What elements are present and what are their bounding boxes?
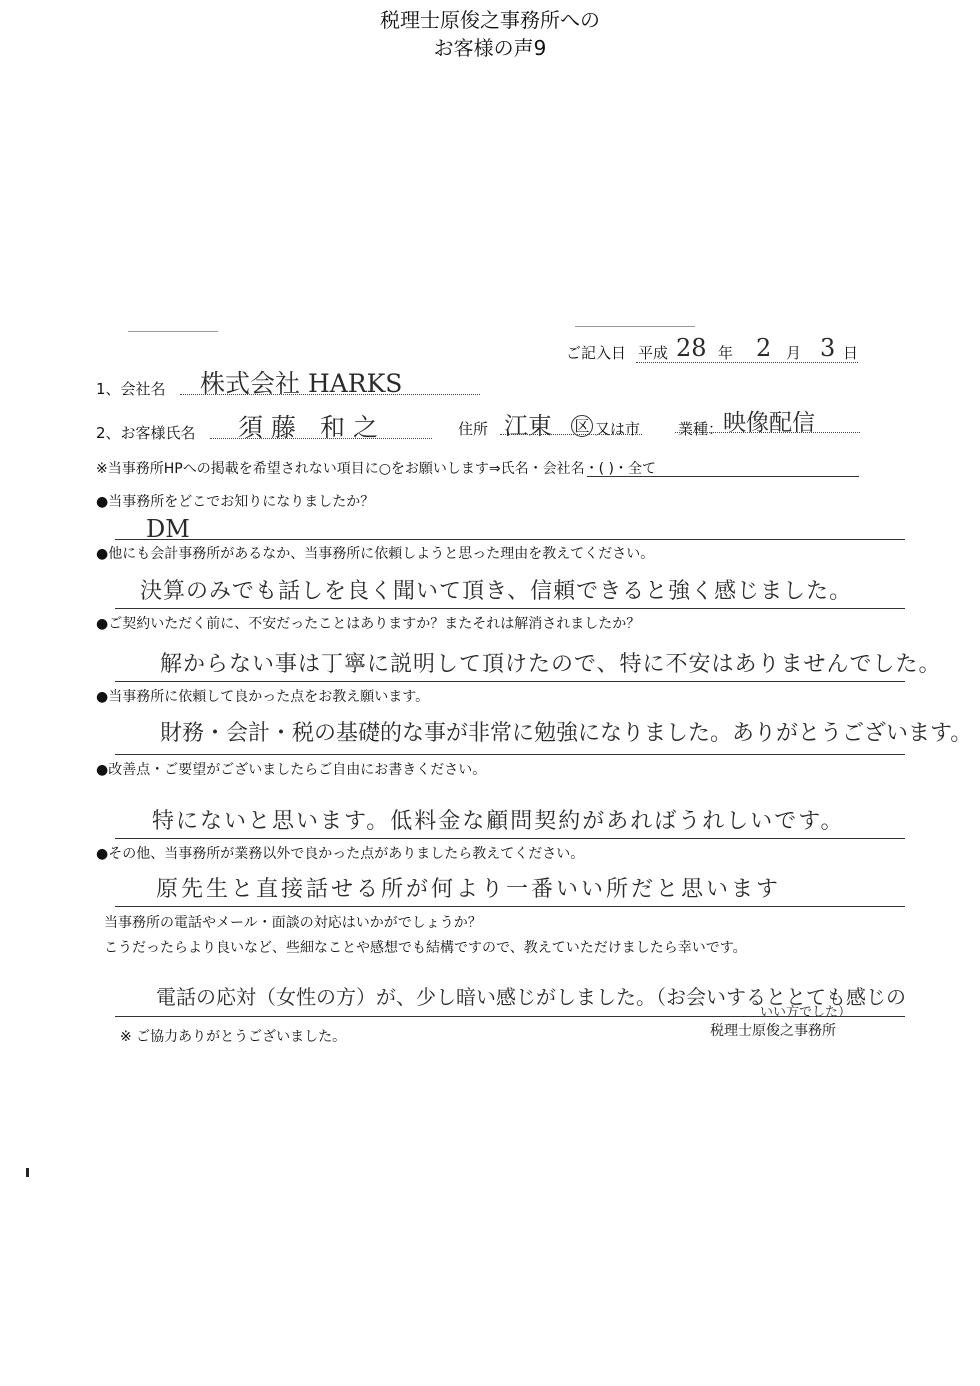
- customer-label: 2、お客様氏名: [96, 424, 196, 442]
- date-day-unit: 日: [843, 344, 859, 362]
- company-underline: [180, 394, 480, 395]
- final-answer-line: [115, 1016, 905, 1017]
- date-year-unit: 年: [718, 344, 734, 362]
- date-month: 2: [756, 334, 772, 362]
- answer-2: 決算のみでも話しを良く聞いて頂き、信頼できると強く感じました。: [140, 579, 853, 604]
- address-label: 住所: [458, 420, 489, 438]
- ward-circled: 区: [571, 415, 593, 437]
- answer-3-line: [115, 681, 905, 682]
- date-era: 平成: [638, 344, 669, 362]
- customer-underline: [210, 438, 432, 439]
- date-label: ご記入日: [566, 344, 627, 362]
- question-1: ●当事務所をどこでお知りになりましたか？: [96, 494, 375, 510]
- notice-underline: [587, 476, 859, 477]
- thanks-note: ※ ご協力ありがとうございました。: [120, 1029, 347, 1045]
- date-year: 28: [676, 334, 707, 362]
- final-question-line1: 当事務所の電話やメール・面談の対応はいかがでしょうか？: [104, 915, 482, 931]
- answer-4: 財務・会計・税の基礎的な事が非常に勉強になりました。ありがとうございます。: [160, 721, 973, 746]
- scan-artifact: [575, 326, 695, 327]
- company-label: 1、会社名: [96, 380, 166, 398]
- industry-underline: [675, 432, 860, 433]
- final-question-line2: こうだったらより良いなど、些細なことや感想でも結構ですので、教えていただけましたら幸いです。: [104, 940, 747, 956]
- answer-5: 特にないと思います。低料金な顧問契約があればうれしいです。: [152, 809, 845, 834]
- answer-6: 原先生と直接話せる所が何より一番いい所だと思います: [156, 877, 782, 902]
- office-name: 税理士原俊之事務所: [710, 1023, 836, 1039]
- date-day: 3: [820, 334, 836, 362]
- company-value: 株式会社 HARKS: [200, 369, 403, 398]
- answer-2-line: [115, 608, 905, 609]
- answer-5-line: [115, 838, 905, 839]
- question-4: ●当事務所に依頼して良かった点をお教え願います。: [96, 689, 430, 705]
- question-5: ●改善点・ご要望がございましたらご自由にお書きください。: [96, 762, 487, 778]
- date-underline: [636, 362, 858, 363]
- industry-value: 映像配信: [723, 410, 815, 436]
- page-title-line2: お客様の声9: [433, 36, 547, 60]
- answer-4-line: [115, 754, 905, 755]
- publication-notice: ※当事務所HPへの掲載を希望されない項目に○をお願いします⇒氏名・会社名・( )・全て: [96, 461, 657, 477]
- date-month-unit: 月: [786, 344, 802, 362]
- final-answer-continued: いい方でした）: [760, 1005, 852, 1020]
- answer-3: 解からない事は丁寧に説明して頂けたので、特に不安はありませんでした。: [160, 652, 942, 677]
- page-title-line1: 税理士原俊之事務所への: [380, 8, 600, 32]
- answer-6-line: [115, 906, 905, 907]
- answer-1-line: [115, 539, 905, 540]
- question-2: ●他にも会計事務所があるなか、当事務所に依頼しようと思った理由を教えてください。: [96, 546, 655, 562]
- final-answer: 電話の応対（女性の方）が、少し暗い感じがしました。（お会いするととても感じの: [156, 985, 906, 1009]
- question-3: ●ご契約いただく前に、不安だったことはありますか？またそれは解消されましたか？: [96, 616, 641, 632]
- answer-1: DM: [146, 515, 190, 543]
- address-underline: [500, 434, 642, 435]
- ward-rest: 又は市: [595, 420, 641, 438]
- scan-artifact: [128, 331, 218, 332]
- scan-speck: [26, 1168, 29, 1177]
- question-6: ●その他、当事務所が業務以外で良かった点がありましたら教えてください。: [96, 846, 585, 862]
- customer-value: 須藤 和之: [238, 413, 386, 442]
- address-value: 江東: [504, 412, 552, 440]
- industry-label: 業種：: [678, 420, 724, 438]
